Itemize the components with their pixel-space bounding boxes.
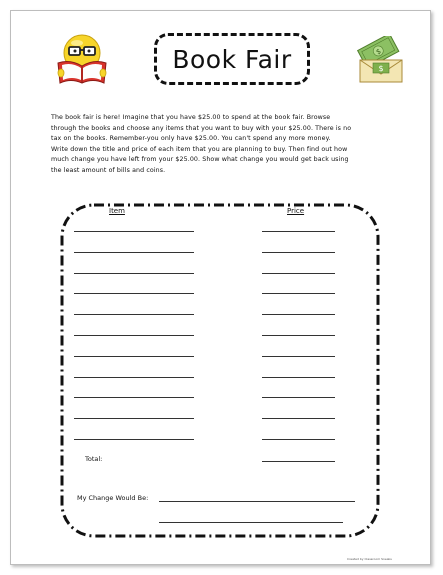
item-column-header: Item (109, 207, 125, 215)
credit-text: Created by Classroom Sneaks (347, 557, 392, 561)
item-entry-line[interactable] (74, 356, 194, 357)
total-label: Total: (85, 455, 103, 463)
instructions-line: through the books and choose any items that you want to buy with your $25.00. There is no (51, 124, 352, 132)
price-entry-line[interactable] (262, 356, 335, 357)
instructions-paragraph (51, 113, 409, 177)
instructions-line: tax on the books. Remember-you only have $25.00. You can't spend any more money. (51, 135, 331, 143)
price-entry-line[interactable] (262, 397, 335, 398)
item-entry-line[interactable] (74, 231, 194, 232)
item-entry-line[interactable] (74, 293, 194, 294)
price-entry-line[interactable] (262, 252, 335, 253)
price-entry-line[interactable] (262, 314, 335, 315)
change-line[interactable] (159, 501, 355, 502)
price-column-header: Price (287, 207, 305, 215)
instructions-line: The book fair is here! Imagine that you have $25.00 to spend at the book fair. Browse (51, 114, 331, 121)
change-line[interactable] (159, 522, 343, 523)
item-entry-line[interactable] (74, 314, 194, 315)
item-entry-line[interactable] (74, 273, 194, 274)
page-title: Book Fair (172, 44, 292, 74)
svg-text:$: $ (374, 47, 383, 57)
instructions-line: much change you have left from your $25.00. Show what change you would get back using (51, 156, 349, 164)
item-entry-line[interactable] (74, 418, 194, 419)
change-label: My Change Would Be: (77, 494, 149, 502)
item-entry-line[interactable] (74, 397, 194, 398)
total-line[interactable] (262, 461, 335, 462)
svg-text:$: $ (378, 64, 384, 73)
price-entry-line[interactable] (262, 377, 335, 378)
price-entry-line[interactable] (262, 418, 335, 419)
item-entry-line[interactable] (74, 377, 194, 378)
instructions-line: Write down the title and price of each item that you are planning to buy. Then find out how (51, 145, 348, 153)
price-entry-line[interactable] (262, 439, 335, 440)
instructions-line: the least amount of bills and coins. (51, 166, 166, 174)
price-entry-line[interactable] (262, 293, 335, 294)
item-entry-line[interactable] (74, 335, 194, 336)
price-entry-line[interactable] (262, 273, 335, 274)
item-entry-line[interactable] (74, 439, 194, 440)
price-entry-line[interactable] (262, 335, 335, 336)
money-envelope-icon (356, 36, 406, 84)
title-box (154, 33, 310, 85)
smiley-reading-book-icon (52, 33, 112, 85)
item-entry-line[interactable] (74, 252, 194, 253)
price-entry-line[interactable] (262, 231, 335, 232)
answer-frame (60, 203, 380, 538)
